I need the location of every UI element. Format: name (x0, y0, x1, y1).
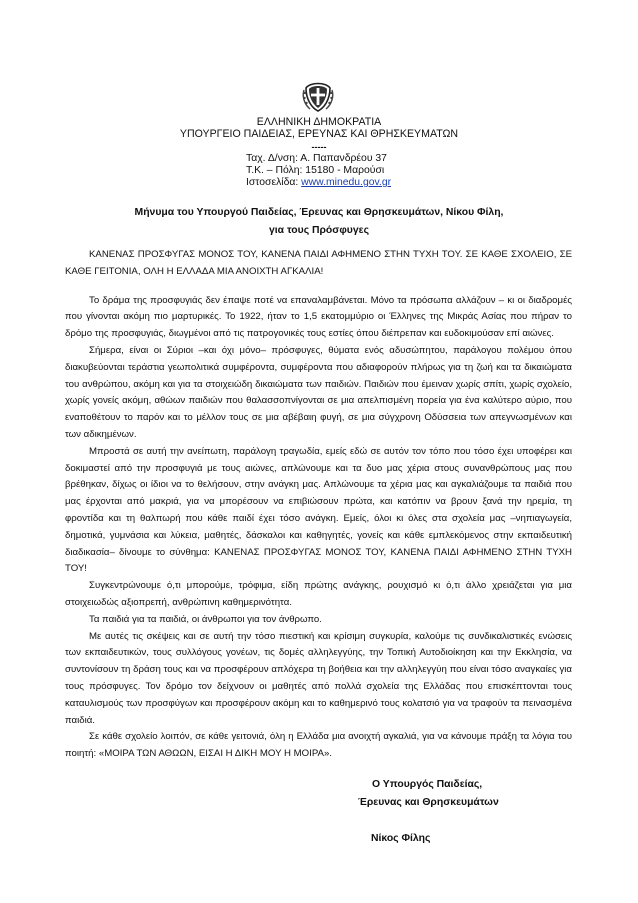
paragraph-slogan: ΚΑΝΕΝΑΣ ΠΡΟΣΦΥΓΑΣ ΜΟΝΟΣ ΤΟΥ, ΚΑΝΕΝΑ ΠΑΙΔΙ ΑΦΗΜΕΝΟ ΣΤΗΝ ΤΥΧΗ ΤΟΥ. ΣΕ ΚΑΘΕ ΣΧΟΛΕΙΟ, ΣΕ ΚΑΘΕ ΓΕΙΤΟΝΙΑ, ΟΛΗ Η ΕΛΛΑΔΑ ΜΙΑ ΑΝΟΙΧΤΗ ΑΓΚΑΛΙΑ! (65, 249, 572, 277)
website-label: Ιστοσελίδα: (246, 177, 302, 188)
hellenic-republic-emblem-icon (300, 78, 336, 114)
website-link[interactable]: www.minedu.gov.gr (301, 177, 392, 188)
signature-role-2: Έρευνας και Θρησκευμάτων (358, 797, 499, 808)
paragraph-1922: Το δράμα της προσφυγιάς δεν έπαψε ποτέ να επαναλαμβάνεται. Μόνο τα πρόσωπα αλλάζουν – κι οι διαδρομές που γίνονται ακόμη πιο μαρτυρικές. Το 1922, ήταν το 1,5 εκατομμύριο οι Έλληνες της Μικράς Ασίας που πήραν το δρόμο της προσφυγιάς, διωγμένοι από τις πατρογονικές τους εστίες όπου διέπρεπαν και ευδοκιμούσαν επί αιώνες. (65, 294, 572, 340)
letterhead-separator: ----- (311, 142, 327, 152)
address-website (246, 177, 391, 189)
paragraph-call: Με αυτές τις σκέψεις και σε αυτή την τόσο πιεστική και κρίσιμη συγκυρία, καλούμε τις συνδικαλιστικές ενώσεις των εκπαιδευτικών, τους συλλόγους γονέων, τις δομές αλληλεγγύης, την Τοπική Αυτοδιοίκηση και την Εκκλησία, να συντονίσουν τη δράση τους και να προσφέρουν απλόχερα τη βοήθεια και την αλληλεγγύη που είναι τόσο αναγκαίες για τους πρόσφυγες. Τον δρόμο τον δείχνουν οι μαθητές από πολλά σχολεία της Ελλάδας που επισκέπτονται τους καταυλισμούς των προσφύγων και προσφέρουν ακόμη και το καθημερινό τους κολατσιό για να τραφούν τα πεινασμένα παιδιά. (65, 630, 572, 726)
message-title: Μήνυμα του Υπουργού Παιδείας, Έρευνας και Θρησκευμάτων, Νίκου Φίλη, (134, 207, 504, 218)
paragraph-syria: Σήμερα, είναι οι Σύριοι –και όχι μόνο– πρόσφυγες, θύματα ενός αδυσώπητου, παράλογου πολέμου όπου διακυβεύονται τεράστια γεωπολιτικά συμφέροντα, συμφέροντα που αδιαφορούν πλήρως για τη ζωή και τα δικαιώματα του ανθρώπου, ακόμη και για τα στοιχειώδη δικαιώματα των παιδιών. Παιδιών που έμειναν χωρίς σπίτι, χωρίς σχολείο, χωρίς γονείς ακόμη, αθώων παιδιών που θαλασσοπνίγονται σε μια απελπισμένη πορεία για ένα καλύτερο αύριο, που εναποθέτουν το παρόν και το μέλλον τους σε μια αβέβαιη φυγή, σε μια σύγχρονη Οδύσσεια των απεγνωσμένων και των αδικημένων. (65, 344, 572, 440)
signature-role-1: Ο Υπουργός Παιδείας, (372, 779, 483, 790)
message-subtitle: για τους Πρόσφυγες (269, 225, 369, 236)
paragraph-collect: Συγκεντρώνουμε ό,τι μπορούμε, τρόφιμα, είδη πρώτης ανάγκης, ρουχισμό κι ό,τι άλλο χρειάζεται για μια στοιχειωδώς αξιοπρεπή, ανθρώπινη καθημερινότητα. (65, 580, 572, 608)
letterhead-ministry: ΥΠΟΥΡΓΕΙΟ ΠΑΙΔΕΙΑΣ, ΕΡΕΥΝΑΣ ΚΑΙ ΘΡΗΣΚΕΥΜΑΤΩΝ (179, 128, 459, 140)
message-body (65, 247, 572, 763)
signature-name: Νίκος Φίλης (371, 833, 431, 844)
paragraph-children: Τα παιδιά για τα παιδιά, οι άνθρωποι για τον άνθρωπο. (89, 613, 322, 625)
letterhead-country: ΕΛΛΗΝΙΚΗ ΔΗΜΟΚΡΑΤΙΑ (256, 116, 382, 128)
address-street: Ταχ. Δ/νση: Α. Παπανδρέου 37 (246, 153, 387, 164)
paragraph-tragedy: Μπροστά σε αυτή την ανείπωτη, παράλογη τραγωδία, εμείς εδώ σε αυτόν τον τόπο που τόσο έχει υποφέρει και δοκιμαστεί από την προσφυγιά με τους αιώνες, απλώνουμε και τα δυο μας χέρια στους συνανθρώπους μας που βρέθηκαν, δίχως οι ίδιοι να το θελήσουν, στην ανάγκη μας. Απλώνουμε τα χέρια μας και αγκαλιάζουμε τα παιδιά που μας έρχονται από μακριά, για να μπορέσουν να επιβιώσουν πρώτα, και κατόπιν να βρουν ξανά την ηρεμία, τη φροντίδα και τη θαλπωρή που κάθε παιδί έχει τόσο ανάγκη. Εμείς, όλοι κι όλες στα σχολεία μας –νηπιαγωγεία, δημοτικά, γυμνάσια και λύκεια, μαθητές, δάσκαλοι και καθηγητές, γονείς και κάθε εμπλεκόμενος στην εκπαιδευτική διαδικασία– δίνουμε το σύνθημα: ΚΑΝΕΝΑΣ ΠΡΟΣΦΥΓΑΣ ΜΟΝΟΣ ΤΟΥ, ΚΑΝΕΝΑ ΠΑΙΔΙ ΑΦΗΜΕΝΟ ΣΤΗΝ ΤΥΧΗ ΤΟΥ! (65, 445, 572, 575)
paragraph-closing: Σε κάθε σχολείο λοιπόν, σε κάθε γειτονιά, όλη η Ελλάδα μια ανοιχτή αγκαλιά, για να κάνουμε πράξη τα λόγια του ποιητή: «ΜΟΙΡΑ ΤΩΝ ΑΘΩΩΝ, ΕΙΣΑΙ Η ΔΙΚΗ ΜΟΥ Η ΜΟΙΡΑ». (65, 731, 572, 760)
address-postcode: Τ.Κ. – Πόλη: 15180 - Μαρούσι (246, 165, 385, 176)
